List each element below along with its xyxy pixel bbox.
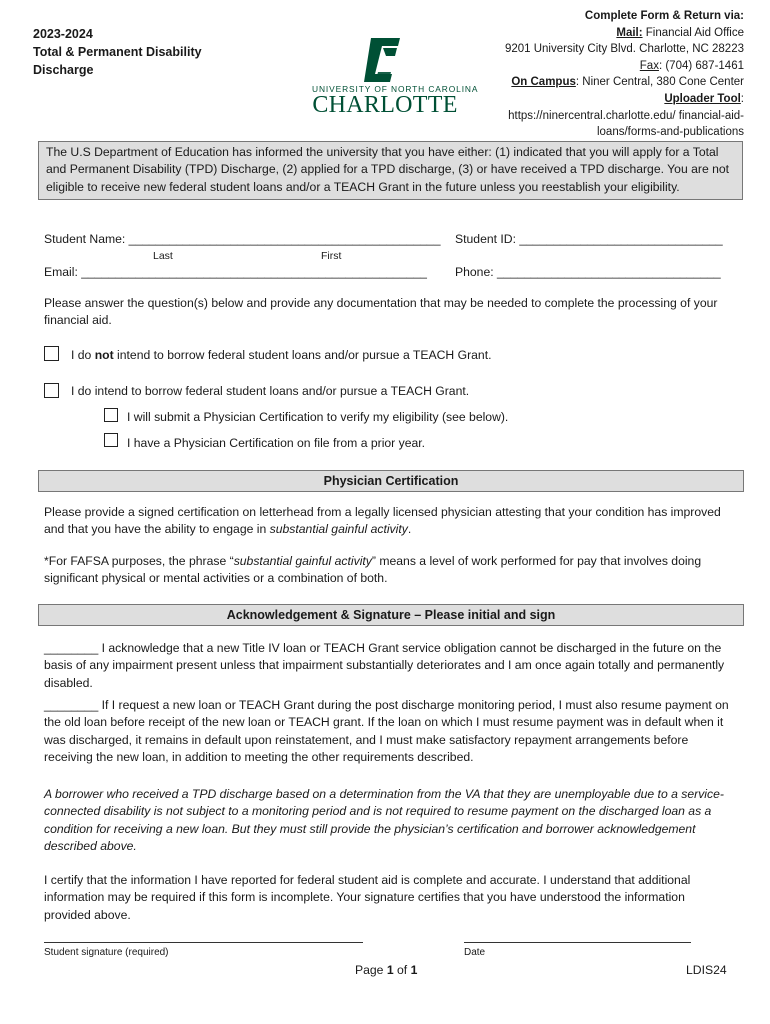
- form-year: 2023-2024: [33, 27, 93, 41]
- first-name-label: First: [321, 250, 342, 262]
- date-label: Date: [464, 947, 486, 958]
- para1-italic: substantial gainful activity: [269, 522, 408, 537]
- mail-line: [444, 25, 744, 42]
- student-signature-line[interactable]: [44, 942, 363, 943]
- form-code: LDIS24: [686, 963, 727, 977]
- para2-post: ” means a level of work performed for pay that involves doing significant physical or mental activities or a combination of both.: [44, 554, 702, 586]
- fax-label: Fax: [639, 59, 659, 72]
- opt1-bold: not: [94, 348, 114, 362]
- opt1-post: intend to borrow federal student loans and/or pursue a TEACH Grant.: [113, 348, 492, 362]
- page-of: of: [393, 963, 411, 977]
- acknowledgement-item-1[interactable]: ________ I acknowledge that a new Title IV loan or TEACH Grant service obligation cannot be discharged in the future on the basis of any impairment present unless that impairment substantially deteriorates and I am once again totally and permanently disabled.: [44, 641, 725, 690]
- charlotte-c-mark-icon: [312, 36, 458, 84]
- option-not-borrow-label: [71, 347, 491, 364]
- option-borrow-label: I do intend to borrow federal student loans and/or pursue a TEACH Grant.: [71, 384, 470, 398]
- acknowledgement-item-2[interactable]: ________ If I request a new loan or TEACH Grant during the post discharge monitoring period, I must also resume payment on the old loan before receipt of the new loan or TEACH grant. If the loan on which I must resume payment was in default when it was discharged, it remains in default upon reinstatement, and I must make satisfactory repayment arrangements before receiving the new loan, in addition to meeting the other requirements described.: [44, 698, 729, 764]
- para1-post: .: [407, 522, 412, 537]
- campus-line: [444, 74, 744, 91]
- return-heading: Complete Form & Return via:: [584, 10, 744, 22]
- certification-statement: I certify that the information I have reported for federal student aid is complete and accurate. I understand that additional information may be required if this form is incomplete. Your signature certifies that you have understood the information provided above.: [44, 873, 691, 922]
- uploader-url-line1[interactable]: https://ninercentral.charlotte.edu/ financial-aid-: [508, 109, 744, 122]
- date-line[interactable]: [464, 942, 691, 943]
- page-total: 1: [410, 963, 418, 977]
- certification-on-file-checkbox[interactable]: [104, 433, 118, 447]
- return-info-block: [444, 8, 744, 141]
- para1-pre: Please provide a signed certification on letterhead from a legally licensed physician attesting that your condition has improved and that you have the ability to engage in: [44, 505, 721, 537]
- mail-value: Financial Aid Office: [645, 26, 744, 39]
- student-id-field[interactable]: Student ID: ______________________________: [455, 232, 723, 246]
- phone-field[interactable]: Phone: _________________________________: [455, 265, 721, 279]
- submit-certification-checkbox[interactable]: [104, 408, 118, 422]
- opt1-pre: I do: [71, 348, 95, 362]
- form-title-line1: Total & Permanent Disability: [33, 45, 202, 59]
- certification-on-file-label: I have a Physician Certification on file from a prior year.: [127, 436, 426, 450]
- logo-subtitle: UNIVERSITY OF NORTH CAROLINA: [312, 84, 479, 94]
- uploader-colon: :: [740, 92, 744, 105]
- mail-address: 9201 University City Blvd. Charlotte, NC 28223: [504, 43, 744, 56]
- campus-value: : Niner Central, 380 Cone Center: [575, 76, 744, 89]
- para2-italic: substantial gainful activity: [233, 554, 372, 568]
- page-current: 1: [386, 963, 394, 977]
- va-note: A borrower who received a TPD discharge based on a determination from the VA that they are unemployable due to a service-connected disability is not subject to a monitoring period and is not required to resume payment on the discharged loan as a condition for receiving a new loan. But they must still provide the physician’s certification and borrower acknowledgement described above.: [44, 787, 724, 853]
- option-not-borrow-checkbox[interactable]: [44, 346, 59, 361]
- student-name-field[interactable]: Student Name: ______________________________________________: [44, 232, 441, 246]
- campus-label: On Campus: [511, 76, 576, 89]
- physician-paragraph-1: [44, 504, 734, 539]
- physician-certification-heading: Physician Certification: [38, 470, 744, 492]
- acknowledgement-heading: Acknowledgement & Signature – Please initial and sign: [38, 604, 744, 626]
- student-signature-label: Student signature (required): [44, 947, 169, 958]
- fax-line: [444, 58, 744, 75]
- uploader-url-line2[interactable]: loans/forms-and-publications: [596, 126, 744, 139]
- fax-value: : (704) 687-1461: [658, 59, 744, 72]
- uploader-line: [444, 91, 744, 108]
- eligibility-notice: The U.S Department of Education has informed the university that you have either: (1) indicated that you will apply for a Total and Permanent Disability (TPD) Discharge, (2) applied for a TPD discharge, (3) or have received a TPD discharge. You are not eligible to receive new federal student loans and/or a TEACH Grant in the future unless you reestablish your eligibility.: [38, 141, 743, 200]
- para2-pre: *For FAFSA purposes, the phrase “: [44, 554, 234, 568]
- form-title-block: [33, 25, 202, 79]
- uploader-label: Uploader Tool: [664, 92, 741, 105]
- submit-certification-label: I will submit a Physician Certification to verify my eligibility (see below).: [127, 410, 509, 424]
- last-name-label: Last: [153, 250, 173, 262]
- form-title-line2: Discharge: [33, 63, 94, 77]
- mail-label: Mail:: [616, 26, 643, 39]
- physician-paragraph-2: [44, 553, 734, 588]
- instructions-text: Please answer the question(s) below and provide any documentation that may be needed to complete the processing of your financial aid.: [44, 296, 718, 328]
- logo-wordmark: CHARLOTTE: [312, 92, 458, 118]
- email-field[interactable]: Email: ___________________________________________________: [44, 265, 427, 279]
- unc-charlotte-logo: [312, 36, 479, 118]
- page-number: [355, 962, 417, 979]
- option-borrow-checkbox[interactable]: [44, 383, 59, 398]
- page-pre: Page: [355, 963, 387, 977]
